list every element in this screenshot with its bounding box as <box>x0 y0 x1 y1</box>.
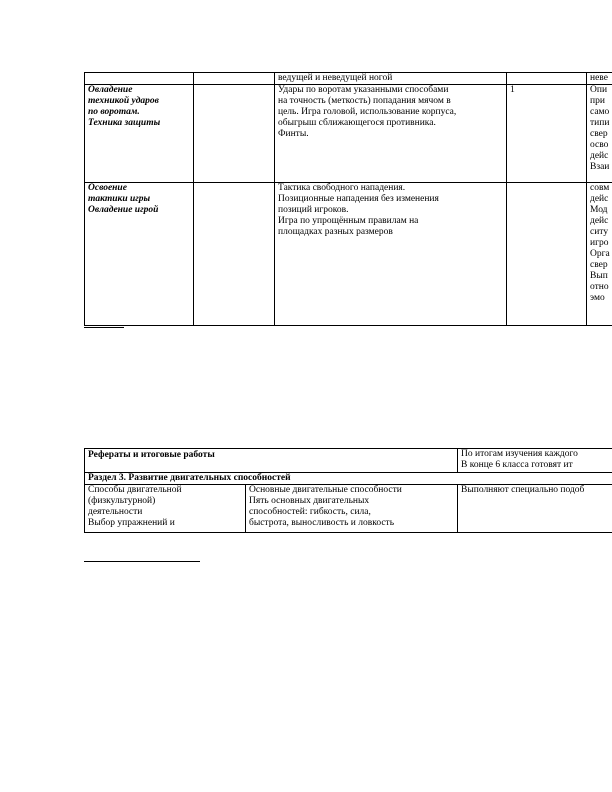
characteristics-line: типи <box>590 118 610 128</box>
cell-characteristics <box>587 73 612 85</box>
content-line: цель. Игра головой, использование корпуса, <box>278 107 457 117</box>
characteristics-line: свер <box>590 129 608 139</box>
cell-section <box>85 183 194 326</box>
cell-empty <box>194 85 275 183</box>
abilities-line: способностей: гибкость, сила, <box>249 507 371 517</box>
reports-line: В конце 6 класса готовят ит <box>461 460 573 470</box>
characteristics-line: отно <box>590 282 609 292</box>
table-underline <box>84 327 124 328</box>
characteristics-line: игро <box>590 238 609 248</box>
table-row <box>85 85 612 183</box>
table-underline <box>84 561 200 562</box>
cell-characteristics <box>587 85 612 183</box>
section-line: Овладение игрой <box>88 205 159 215</box>
characteristics-line: осво <box>590 140 609 150</box>
cell-content <box>275 73 507 85</box>
content-text: ведущей и неведущей ногой <box>278 73 393 83</box>
characteristics-line: Орга <box>590 249 610 259</box>
characteristics-line: Мод <box>590 205 608 215</box>
characteristics-text: неве <box>590 73 608 83</box>
section-line: Освоение <box>88 183 127 193</box>
cell-empty <box>194 183 275 326</box>
cell-section <box>85 85 194 183</box>
content-line: Позиционные нападения без изменения <box>278 194 439 204</box>
characteristics-line: дейс <box>590 151 609 161</box>
cell-empty <box>194 73 275 85</box>
table-row <box>85 485 612 533</box>
cell-hours <box>507 183 587 326</box>
content-line: позиций игроков. <box>278 205 349 215</box>
activity-line: Способы двигательной <box>88 485 182 495</box>
cell-hours <box>507 85 587 183</box>
content-line: Финты. <box>278 129 309 139</box>
cell-hours <box>507 73 587 85</box>
hours-value: 1 <box>510 85 515 95</box>
table-row <box>85 183 612 326</box>
cell-content <box>275 183 507 326</box>
characteristics-line: свер <box>590 260 608 270</box>
content-line: Игра по упрощённым правилам на <box>278 216 419 226</box>
characteristics-line: дейс <box>590 194 609 204</box>
section-line: Овладение <box>88 85 133 95</box>
content-line: Удары по воротам указанными способами <box>278 85 449 95</box>
abilities-line: Пять основных двигательных <box>249 496 370 506</box>
cell-content <box>275 85 507 183</box>
performs-text: Выполняют специально подоб <box>461 485 585 495</box>
abilities-line: быстрота, выносливость и ловкость <box>249 518 395 528</box>
activity-line: деятельности <box>88 507 143 517</box>
section-header: Раздел 3. Развитие двигательных способностей <box>88 473 291 483</box>
cell-performs <box>458 485 612 533</box>
reports-line: По итогам изучения каждого <box>461 449 578 459</box>
reports-title: Рефераты и итоговые работы <box>88 450 215 460</box>
activity-line: (физкультурной) <box>88 496 156 506</box>
content-line: Тактика свободного нападения. <box>278 183 406 193</box>
section-line: по воротам. <box>88 107 140 117</box>
cell-characteristics <box>587 183 612 326</box>
section-line: Техника защиты <box>88 118 161 128</box>
content-line: на точность (меткость) попадания мячом в <box>278 96 451 106</box>
characteristics-line: при <box>590 96 605 106</box>
cell-abilities <box>246 485 458 533</box>
table-row <box>85 73 612 85</box>
content-line: площадках разных размеров <box>278 227 393 237</box>
characteristics-line: дейс <box>590 216 609 226</box>
cell-activity <box>85 485 246 533</box>
table-row <box>85 449 612 473</box>
characteristics-line: Взаи <box>590 162 610 172</box>
characteristics-line: совм <box>590 183 610 193</box>
table-row <box>85 473 612 485</box>
characteristics-line: Вып <box>590 271 608 281</box>
program-table-bottom <box>84 448 612 533</box>
activity-line: Выбор упражнений и <box>88 518 175 528</box>
cell-empty <box>85 73 194 85</box>
section-line: техникой ударов <box>88 96 159 106</box>
characteristics-line: само <box>590 107 610 117</box>
program-table-top <box>84 72 612 326</box>
content-line: обыгрыш сближающегося противника. <box>278 118 436 128</box>
cell-reports-description <box>458 449 612 473</box>
characteristics-line: ситу <box>590 227 609 237</box>
cell-reports-title <box>85 449 458 473</box>
abilities-line: Основные двигательные способности <box>249 485 402 495</box>
characteristics-line: Опи <box>590 85 608 95</box>
characteristics-line: эмо <box>590 293 605 303</box>
section-line: тактики игры <box>88 194 151 204</box>
cell-section-header <box>85 473 612 485</box>
